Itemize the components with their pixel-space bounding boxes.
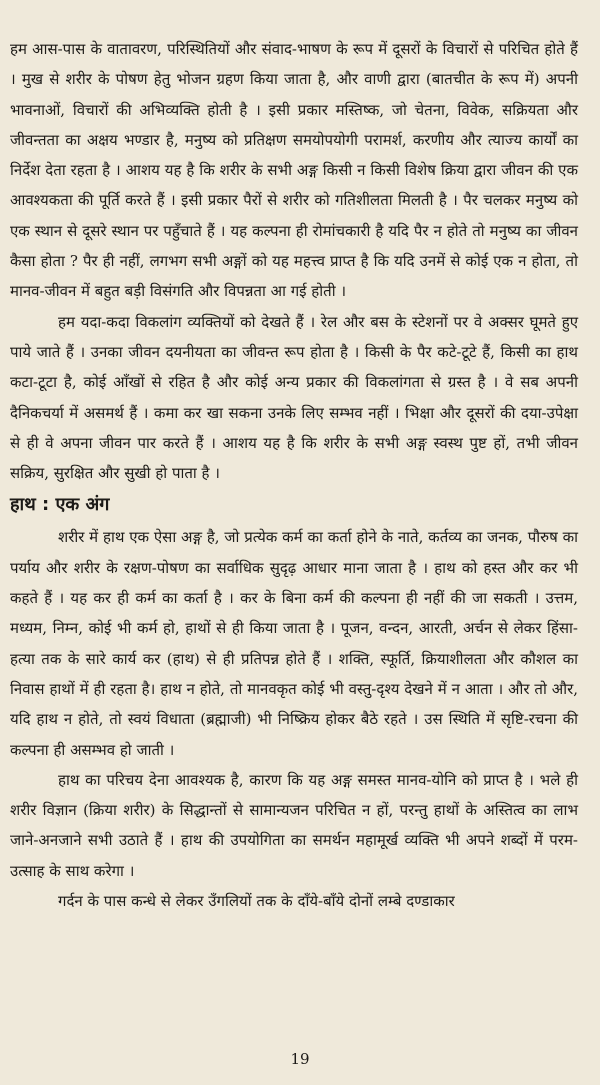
section-paragraph-3: गर्दन के पास कन्धे से लेकर उँगलियों तक के दाँये-बाँये दोनों लम्बे दण्डाकार [58,892,455,911]
section-paragraph-2: हाथ का परिचय देना आवश्यक है, कारण कि यह अङ्ग समस्त मानव-योनि को प्राप्त है । भले ही शरीर विज्ञान (क्रिया शरीर) के सिद्धान्तों से सामान्यजन परिचित न हों, परन्तु हाथों के अस्तित्व का लाभ जाने-अनजाने सभी उठाते हैं । हाथ की उपयोगिता का समर्थन महामूर्ख व्यक्ति भी अपने शब्दों में परम-उत्साह के साथ करेगा । [10,770,578,880]
section-paragraph-1: शरीर में हाथ एक ऐसा अङ्ग है, जो प्रत्येक कर्म का कर्ता होने के नाते, कर्तव्य का जनक, पौरुष का पर्याय और शरीर के रक्षण-पोषण का सर्वाधिक सुदृढ़ आधार माना जाता है । हाथ को हस्त और कर भी कहते हैं । यह कर ही कर्म का कर्ता है । कर के बिना कर्म की कल्पना ही नहीं की जा सकती । उत्तम, मध्यम, निम्न, कोई भी कर्म हो, हाथों से ही किया जाता है । पूजन, वन्दन, आरती, अर्चन से लेकर हिंसा-हत्या तक के सारे कार्य कर (हाथ) से ही प्रतिपन्न होते हैं । शक्ति, स्फूर्ति, क्रियाशीलता और कौशल का निवास हाथों में ही रहता है। हाथ न होते, तो मानवकृत कोई भी वस्तु-दृश्य देखने में न आता । और तो और, यदि हाथ न होते, तो स्वयं विधाता (ब्रह्माजी) भी निष्क्रिय होकर बैठे रहते । उस स्थिति में सृष्टि-रचना की कल्पना ही असम्भव हो जाती । [10,528,578,759]
body-paragraph-2: हम यदा-कदा विकलांग व्यक्तियों को देखते हैं । रेल और बस के स्टेशनों पर वे अक्सर घूमते हुए पाये जाते हैं । उनका जीवन दयनीयता का जीवन्त रूप होता है । किसी के पैर कटे-टूटे हैं, किसी का हाथ कटा-टूटा है, कोई आँखों से रहित है और कोई अन्य प्रकार की विकलांगता से ग्रस्त है । वे सब अपनी दैनिकचर्या में असमर्थ हैं । कमा कर खा सकना उनके लिए सम्भव नहीं । भिक्षा और दूसरों की दया-उपेक्षा से ही वे अपना जीवन पार करते हैं । आशय यह है कि शरीर के सभी अङ्ग स्वस्थ पुष्ट हों, तभी जीवन सक्रिय, सुरक्षित और सुखी हो पाता है । [10,312,578,483]
page-number: 19 [290,1050,310,1068]
body-paragraph-1: हम आस-पास के वातावरण, परिस्थितियों और संवाद-भाषण के रूप में दूसरों के विचारों से परिचित होते हैं । मुख से शरीर के पोषण हेतु भोजन ग्रहण किया जाता है, और वाणी द्वारा (बातचीत के रूप में) अपनी भावनाओं, विचारों की अभिव्यक्ति होती है । इसी प्रकार मस्तिष्क, जो चेतना, विवेक, सक्रियता और जीवन्तता का अक्षय भण्डार है, मनुष्य को प्रतिक्षण समयोपयोगी परामर्श, करणीय और त्याज्य कार्यों का निर्देश देता रहता है । आशय यह है कि शरीर के सभी अङ्ग किसी न किसी विशेष क्रिया द्वारा जीवन की एक आवश्यकता की पूर्ति करते हैं । इसी प्रकार पैरों से शरीर को गतिशीलता मिलती है । पैर चलकर मनुष्य को एक स्थान से दूसरे स्थान पर पहुँचाते हैं । यह कल्पना ही रोमांचकारी है यदि पैर न होते तो मनुष्य का जीवन कैसा होता ? पैर ही नहीं, लगभग सभी अङ्गों को यह महत्त्व प्राप्त है कि यदि उनमें से कोई एक न होता, तो मानव-जीवन में बहुत बड़ी विसंगति और विपन्नता आ गई होती । [10,40,578,301]
section-heading: हाथ : एक अंग [10,494,110,516]
